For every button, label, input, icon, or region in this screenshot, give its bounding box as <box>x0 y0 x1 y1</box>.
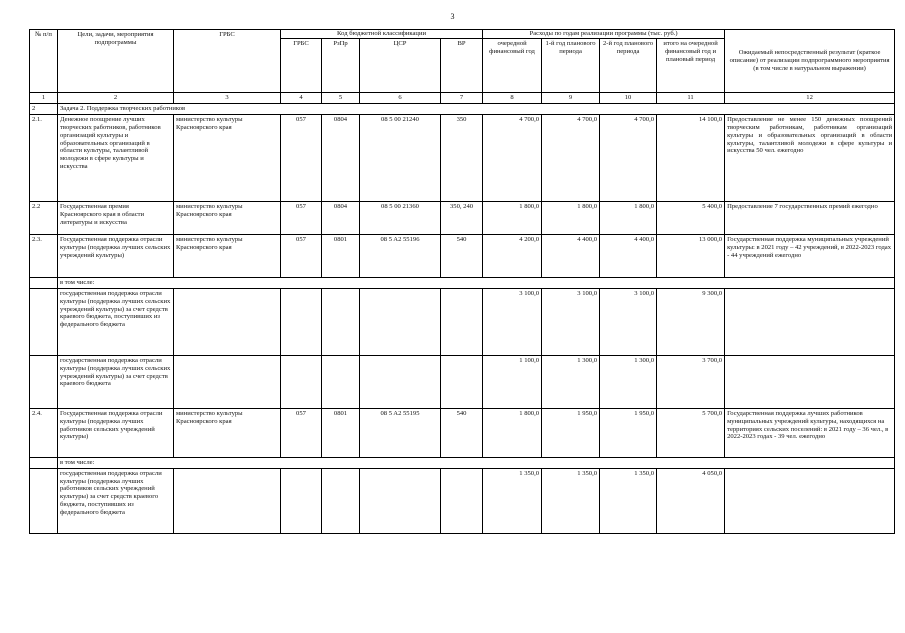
empty-cell <box>174 468 281 533</box>
including-row <box>30 277 895 288</box>
index-cell: 1 <box>30 93 58 104</box>
header-kbk-csr: ЦСР <box>360 38 441 92</box>
row-exp-y2: 1 350,0 <box>600 468 657 533</box>
row-exp-total: 3 700,0 <box>657 355 725 408</box>
including-row <box>30 457 895 468</box>
header-exp-y2: 2-й год планового периода <box>600 38 657 92</box>
empty-cell <box>30 355 58 408</box>
row-grbs: министерство культуры Красноярского края <box>174 201 281 234</box>
empty-cell <box>360 468 441 533</box>
row-exp-total: 14 100,0 <box>657 114 725 201</box>
row-grbs: министерство культуры Красноярского края <box>174 114 281 201</box>
index-cell: 3 <box>174 93 281 104</box>
row-vr: 540 <box>441 234 483 277</box>
row-exp-y1: 3 100,0 <box>542 288 600 355</box>
index-cell: 7 <box>441 93 483 104</box>
table-row <box>30 408 895 457</box>
header-kbk-group: Код бюджетной классификации <box>281 30 483 39</box>
row-exp-current: 1 100,0 <box>483 355 542 408</box>
row-csr: 08 5 A2 55195 <box>360 408 441 457</box>
header-expenses-group: Расходы по годам реализации программы (тыс. руб.) <box>483 30 725 39</box>
empty-cell <box>441 468 483 533</box>
row-rzpr: 0801 <box>322 234 360 277</box>
header-row <box>30 30 895 39</box>
table-row <box>30 468 895 533</box>
empty-cell <box>322 355 360 408</box>
empty-cell <box>725 468 895 533</box>
row-rzpr: 0804 <box>322 201 360 234</box>
row-result: Государственная поддержка муниципальных учреждений культуры: в 2021 году – 42 учреждений, в 2022-2023 годах - 44 учреждений ежегодно <box>725 234 895 277</box>
row-result: Предоставление не менее 150 денежных поощрений творческим работникам, работникам организаций культуры и образовательных организаций в области культуры, талантливой молодежи в сфере культуры и искусства 50 чел. ежегодно <box>725 114 895 201</box>
row-kbk-grbs: 057 <box>281 114 322 201</box>
empty-cell <box>30 457 58 468</box>
row-csr: 08 5 00 21240 <box>360 114 441 201</box>
row-exp-y1: 1 800,0 <box>542 201 600 234</box>
header-goal: Цели, задачи, мероприятия подпрограммы <box>58 30 174 93</box>
row-exp-current: 1 800,0 <box>483 408 542 457</box>
row-rzpr: 0804 <box>322 114 360 201</box>
header-exp-current: очередной финансовый год <box>483 38 542 92</box>
row-exp-total: 9 300,0 <box>657 288 725 355</box>
row-vr: 540 <box>441 408 483 457</box>
index-cell: 2 <box>58 93 174 104</box>
row-exp-y1: 1 950,0 <box>542 408 600 457</box>
index-cell: 8 <box>483 93 542 104</box>
row-exp-current: 1 350,0 <box>483 468 542 533</box>
header-kbk-rzpr: РзПр <box>322 38 360 92</box>
row-exp-y2: 1 800,0 <box>600 201 657 234</box>
row-exp-y1: 1 350,0 <box>542 468 600 533</box>
empty-cell <box>30 468 58 533</box>
row-kbk-grbs: 057 <box>281 201 322 234</box>
header-exp-total: итого на очередной финансовый год и плановый период <box>657 38 725 92</box>
task-title: Задача 2. Поддержка творческих работников <box>58 103 895 114</box>
empty-cell <box>322 468 360 533</box>
empty-cell <box>725 288 895 355</box>
row-kbk-grbs: 057 <box>281 234 322 277</box>
index-row <box>30 93 895 104</box>
row-exp-y2: 4 400,0 <box>600 234 657 277</box>
header-result: Ожидаемый непосредственный результат (краткое описание) от реализации подпрограммного мероприятия (в том числе в натуральном выражении) <box>725 30 895 93</box>
row-exp-total: 5 700,0 <box>657 408 725 457</box>
row-vr: 350, 240 <box>441 201 483 234</box>
budget-table <box>29 29 895 534</box>
header-exp-y1: 1-й год планового периода <box>542 38 600 92</box>
empty-cell <box>725 355 895 408</box>
row-number: 2.3. <box>30 234 58 277</box>
row-goal: Государственная премия Красноярского края в области литературы и искусства <box>58 201 174 234</box>
empty-cell <box>360 288 441 355</box>
row-grbs: министерство культуры Красноярского края <box>174 408 281 457</box>
row-exp-y2: 3 100,0 <box>600 288 657 355</box>
row-kbk-grbs: 057 <box>281 408 322 457</box>
empty-cell <box>441 355 483 408</box>
index-cell: 4 <box>281 93 322 104</box>
row-exp-y2: 1 300,0 <box>600 355 657 408</box>
row-exp-y1: 1 300,0 <box>542 355 600 408</box>
row-exp-total: 4 050,0 <box>657 468 725 533</box>
task-row <box>30 103 895 114</box>
row-rzpr: 0801 <box>322 408 360 457</box>
including-label: в том числе: <box>58 277 895 288</box>
header-no: № п/п <box>30 30 58 93</box>
row-number: 2.1. <box>30 114 58 201</box>
empty-cell <box>360 355 441 408</box>
row-exp-total: 13 000,0 <box>657 234 725 277</box>
row-goal: государственная поддержка отрасли культуры (поддержка лучших сельских учреждений культуры) за счет средств краевого бюджета <box>58 355 174 408</box>
row-csr: 08 5 A2 55196 <box>360 234 441 277</box>
table-row <box>30 114 895 201</box>
row-exp-current: 4 200,0 <box>483 234 542 277</box>
row-exp-current: 3 100,0 <box>483 288 542 355</box>
row-number: 2.2 <box>30 201 58 234</box>
row-goal: государственная поддержка отрасли культуры (поддержка лучших работников сельских учреждений культуры) за счет средств краевого бюджета, поступивших из федерального бюджета <box>58 468 174 533</box>
index-cell: 10 <box>600 93 657 104</box>
empty-cell <box>174 355 281 408</box>
row-grbs: министерство культуры Красноярского края <box>174 234 281 277</box>
empty-cell <box>441 288 483 355</box>
row-vr: 350 <box>441 114 483 201</box>
index-cell: 11 <box>657 93 725 104</box>
row-exp-current: 1 800,0 <box>483 201 542 234</box>
header-kbk-vr: ВР <box>441 38 483 92</box>
row-goal: государственная поддержка отрасли культуры (поддержка лучших сельских учреждений культуры) за счет средств краевого бюджета, поступивших из федерального бюджета <box>58 288 174 355</box>
header-grbs: ГРБС <box>174 30 281 93</box>
index-cell: 12 <box>725 93 895 104</box>
empty-cell <box>281 355 322 408</box>
including-label: в том числе: <box>58 457 895 468</box>
row-exp-y2: 4 700,0 <box>600 114 657 201</box>
row-goal: Денежное поощрение лучших творческих работников, работников организаций культуры и образовательных организаций в области культуры, талантливой молодежи в сфере культуры и искусства <box>58 114 174 201</box>
table-row <box>30 201 895 234</box>
row-exp-y1: 4 400,0 <box>542 234 600 277</box>
empty-cell <box>281 288 322 355</box>
row-goal: Государственная поддержка отрасли культуры (поддержка лучших сельских учреждений культуры) <box>58 234 174 277</box>
empty-cell <box>281 468 322 533</box>
task-number: 2 <box>30 103 58 114</box>
page-number: 3 <box>450 12 455 21</box>
table-row <box>30 355 895 408</box>
header-kbk-grbs: ГРБС <box>281 38 322 92</box>
row-exp-total: 5 400,0 <box>657 201 725 234</box>
row-result: Государственная поддержка лучших работников муниципальных учреждений культуры, находящихся на территориях сельских поселений: в 2021 году – 36 чел., в 2022-2023 годах - 39 чел. ежегодно <box>725 408 895 457</box>
row-number: 2.4. <box>30 408 58 457</box>
row-exp-current: 4 700,0 <box>483 114 542 201</box>
empty-cell <box>30 277 58 288</box>
row-exp-y2: 1 950,0 <box>600 408 657 457</box>
index-cell: 5 <box>322 93 360 104</box>
row-result: Предоставление 7 государственных премий ежегодно <box>725 201 895 234</box>
index-cell: 9 <box>542 93 600 104</box>
empty-cell <box>322 288 360 355</box>
row-exp-y1: 4 700,0 <box>542 114 600 201</box>
table-row <box>30 234 895 277</box>
row-csr: 08 5 00 21360 <box>360 201 441 234</box>
empty-cell <box>30 288 58 355</box>
index-cell: 6 <box>360 93 441 104</box>
table-row <box>30 288 895 355</box>
empty-cell <box>174 288 281 355</box>
row-goal: Государственная поддержка отрасли культуры (поддержка лучших работников сельских учреждений культуры) <box>58 408 174 457</box>
